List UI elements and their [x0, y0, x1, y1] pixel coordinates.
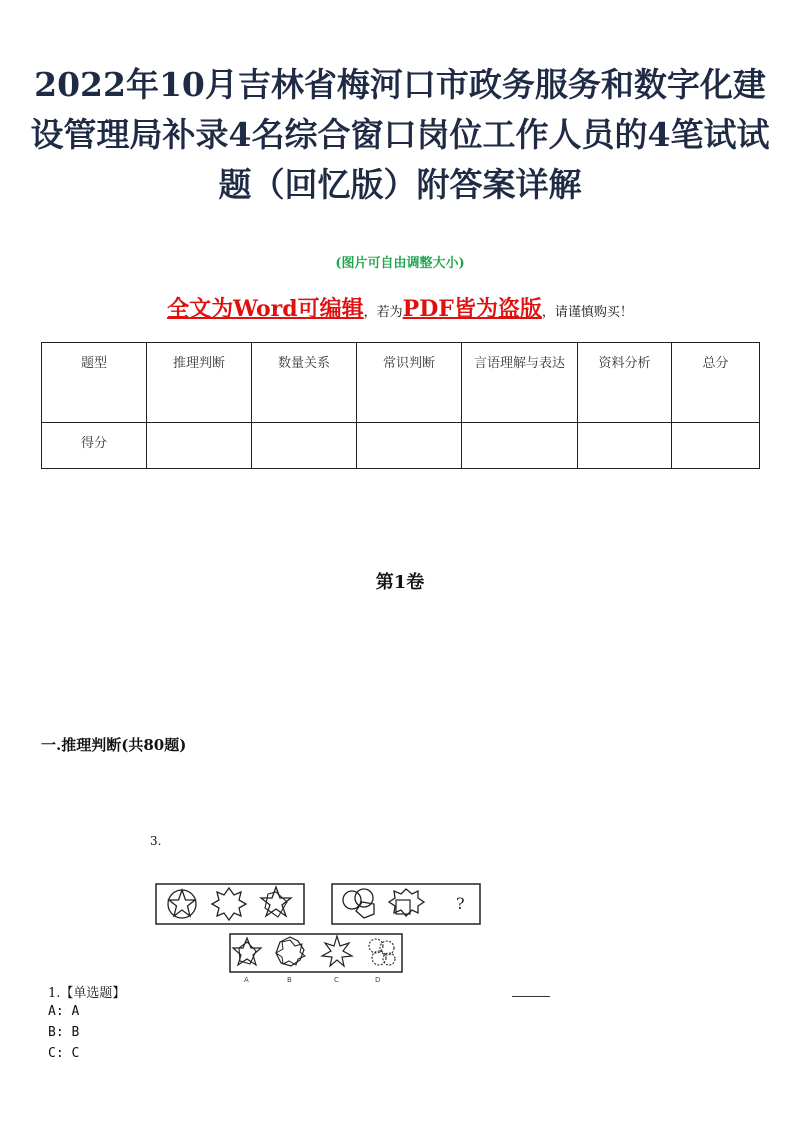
- volume-heading: 第1卷: [375, 572, 425, 593]
- score-table-header-row: [42, 343, 760, 423]
- header-cell: 题型: [42, 343, 147, 423]
- notice-pdf-pirated: PDF皆为盗版: [402, 296, 542, 322]
- copyright-notice: [0, 292, 800, 323]
- score-cell: [462, 423, 578, 469]
- option-a-shape: [233, 938, 261, 965]
- figure-shape-gear-square: [389, 889, 424, 916]
- document-title: 2022年10月吉林省梅河口市政务服务和数字化建设管理局补录4名综合窗口岗位工作人员的4笔试试题（回忆版）附答案详解: [30, 65, 770, 204]
- header-cell: 言语理解与表达: [462, 343, 578, 423]
- option-b-shape: [276, 937, 305, 966]
- header-cell: 总分: [672, 343, 760, 423]
- option-a[interactable]: A: A: [48, 1004, 80, 1019]
- figure-shape-octagram: [212, 888, 246, 920]
- score-cell: [357, 423, 462, 469]
- figure-question-mark: ?: [456, 894, 465, 913]
- figure-shape-double-star: [261, 887, 291, 917]
- score-cell: [147, 423, 252, 469]
- subtitle: (图片可自由调整大小): [335, 256, 465, 271]
- score-table-score-row: [42, 423, 760, 469]
- score-cell: [672, 423, 760, 469]
- option-label: B: [287, 976, 292, 984]
- header-cell: 推理判断: [147, 343, 252, 423]
- figure-shape-circles-cluster: [343, 889, 374, 918]
- option-b[interactable]: B: B: [48, 1025, 80, 1040]
- option-c-shape: [322, 936, 352, 966]
- reasoning-figure-svg: [150, 878, 490, 984]
- row-label-cell: 得分: [42, 423, 147, 469]
- notice-word-editable: 全文为Word可编辑: [167, 296, 364, 322]
- option-label: D: [375, 976, 381, 984]
- answer-blank: [512, 996, 550, 997]
- option-label: A: [244, 976, 249, 984]
- option-d-shape: [369, 939, 395, 965]
- score-table: [41, 342, 760, 469]
- figure-number: 3.: [150, 834, 162, 848]
- header-cell: 常识判断: [357, 343, 462, 423]
- notice-connector: ，若为: [363, 305, 403, 320]
- figure-shape-star-circle: [168, 890, 196, 918]
- section-heading: 一.推理判断(共80题): [41, 736, 187, 754]
- reasoning-figure: [150, 878, 490, 988]
- question-label: 1.【单选题】: [48, 986, 126, 1001]
- option-label: C: [334, 976, 339, 984]
- header-cell: 数量关系: [252, 343, 357, 423]
- notice-warning: ，请谨慎购买！: [541, 305, 633, 320]
- option-c[interactable]: C: C: [48, 1046, 80, 1061]
- header-cell: 资料分析: [578, 343, 672, 423]
- score-cell: [578, 423, 672, 469]
- score-cell: [252, 423, 357, 469]
